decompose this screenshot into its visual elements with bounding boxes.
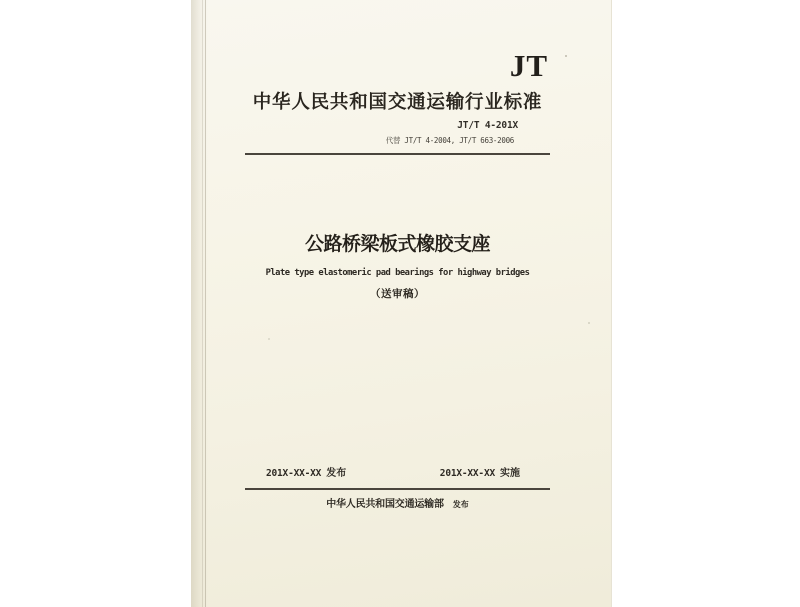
publisher-action: 发布 [452, 500, 469, 509]
publisher-line [245, 494, 550, 512]
cover-content [245, 0, 550, 607]
draft-stage-note: （送审稿） [370, 288, 425, 300]
replaces-note: 代替 JT/T 4-2004, JT/T 663-2006 [385, 136, 514, 145]
document-title-zh: 公路桥梁板式橡胶支座 [304, 234, 490, 255]
publisher-name: 中华人民共和国交通运输部 [326, 499, 444, 510]
implementation-label: 实施 [500, 468, 520, 479]
implementation-date: 201X-XX-XX [439, 468, 495, 479]
issue-date: 201X-XX-XX [266, 468, 322, 479]
page-edge-line [205, 0, 206, 607]
header-rule [245, 153, 550, 155]
footer-rule [245, 488, 550, 490]
implementation-date-group [440, 463, 520, 481]
issue-date-group [266, 463, 346, 481]
document-title-en: Plate type elastomeric pad bearings for highway bridges [265, 268, 530, 278]
photo-speck [565, 55, 567, 57]
photo-speck [588, 322, 590, 324]
standard-class-heading: 中华人民共和国交通运输行业标准 [252, 91, 543, 112]
issue-label: 发布 [326, 468, 347, 479]
document-page [191, 0, 612, 607]
standard-number: JT/T 4-201X [457, 120, 518, 131]
page-edge-line [202, 0, 203, 607]
jt-logo: JT [509, 48, 548, 83]
dates-row [245, 463, 550, 481]
